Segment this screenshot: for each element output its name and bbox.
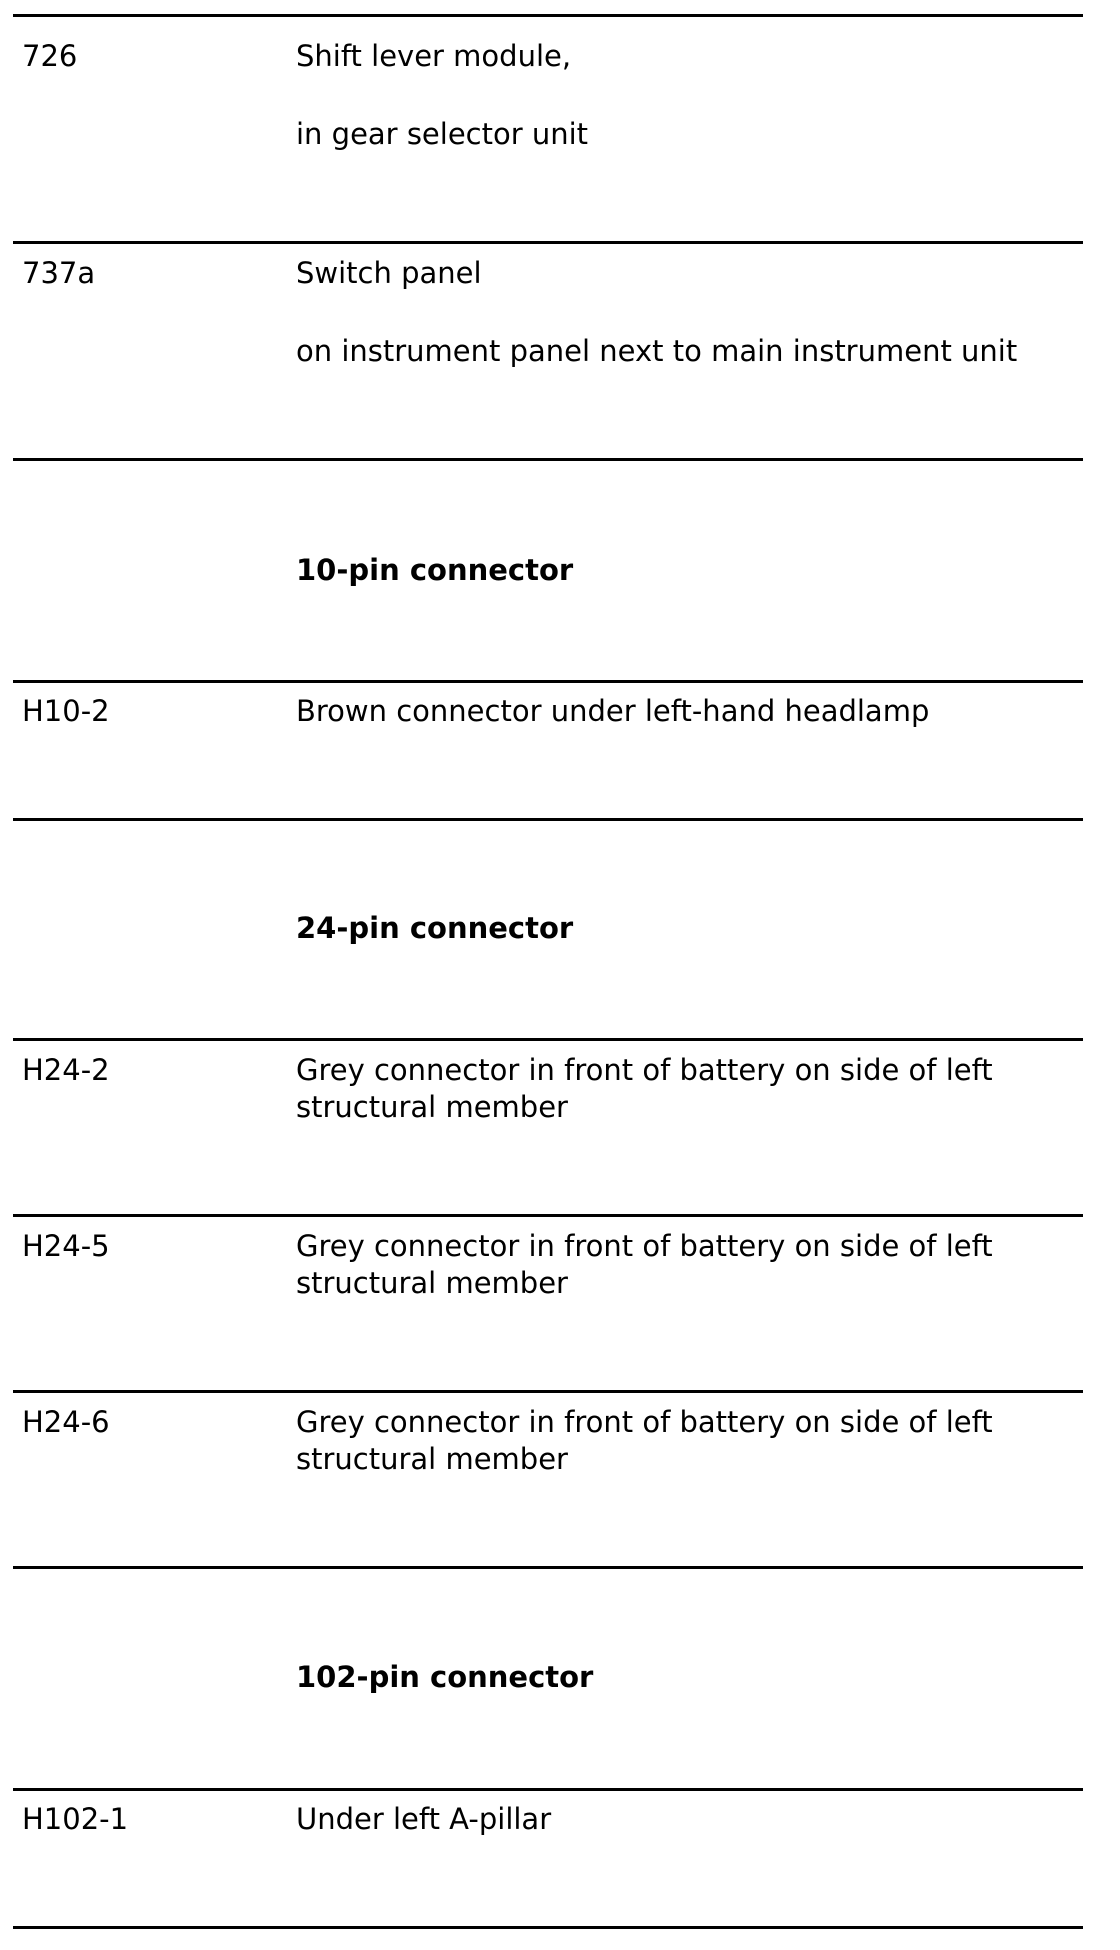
row-divider [13,1926,1083,1929]
row-divider [13,241,1083,244]
connector-location: Under left A-pillar [296,1802,552,1836]
connector-id: H24-6 [22,1405,110,1439]
row-divider [13,680,1083,683]
connector-location: Grey connector in front of battery on side of left structural member [296,1405,993,1476]
row-divider [13,14,1083,17]
section-heading: 10-pin connector [296,553,574,587]
row-divider [13,1390,1083,1393]
row-divider [13,1566,1083,1569]
connector-location: Grey connector in front of battery on side of left structural member [296,1229,993,1300]
component-id: 737a [22,256,96,290]
row-divider [13,1038,1083,1041]
component-location-detail: in gear selector unit [296,117,589,151]
connector-location: Brown connector under left-hand headlamp [296,694,930,728]
component-location: Shift lever module, [296,39,572,73]
connector-id: H24-2 [22,1053,110,1087]
component-location: Switch panel [296,256,482,290]
row-divider [13,1788,1083,1791]
connector-id: H24-5 [22,1229,110,1263]
component-location-detail: on instrument panel next to main instrument unit [296,334,1018,368]
row-divider [13,458,1083,461]
connector-location: Grey connector in front of battery on side of left structural member [296,1053,993,1124]
section-heading: 102-pin connector [296,1660,594,1694]
section-heading: 24-pin connector [296,911,574,945]
connector-id: H102-1 [22,1802,129,1836]
row-divider [13,818,1083,821]
connector-id: H10-2 [22,694,110,728]
component-id: 726 [22,39,78,73]
row-divider [13,1214,1083,1217]
